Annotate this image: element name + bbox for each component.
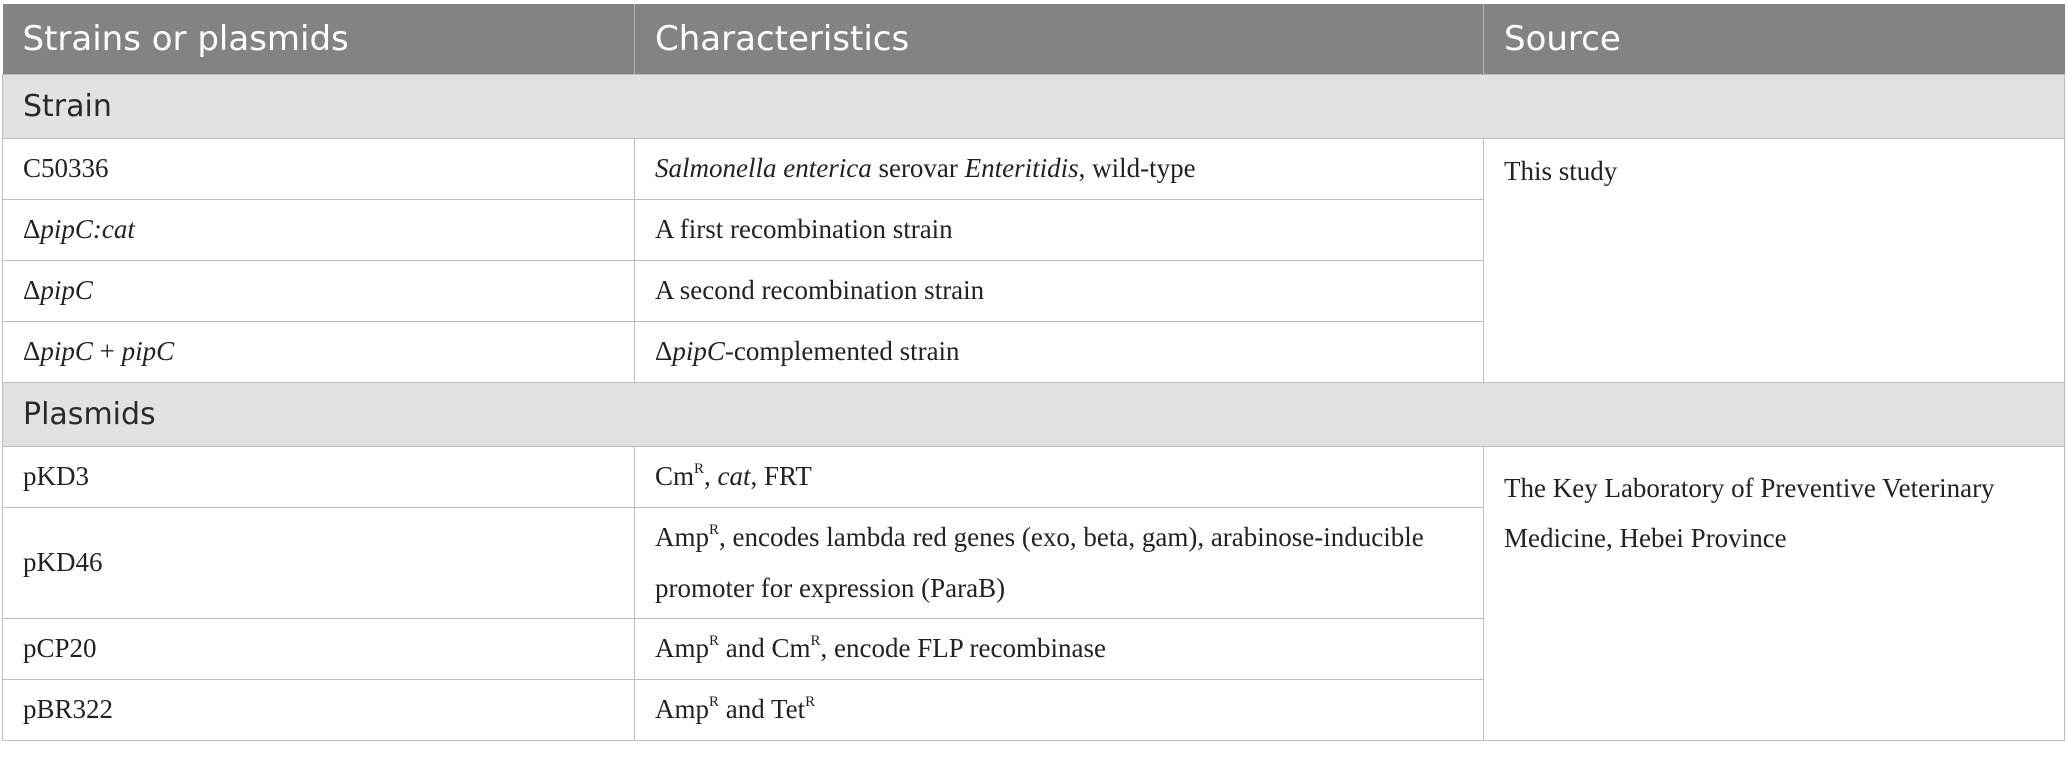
- plasmid-name-cell: pKD3: [3, 446, 635, 507]
- char-text: , wild-type: [1078, 153, 1196, 183]
- characteristics-cell: [635, 446, 1484, 507]
- header-characteristics: Characteristics: [635, 4, 1484, 74]
- source-cell-strain: This study: [1484, 138, 2065, 382]
- strain-name-cell: [3, 260, 635, 321]
- species-name: Salmonella enterica: [655, 153, 872, 183]
- characteristics-cell: [635, 321, 1484, 382]
- char-text: and Tet: [719, 694, 806, 724]
- char-text: , FRT: [750, 461, 812, 491]
- characteristics-cell: A first recombination strain: [635, 199, 1484, 260]
- strain-name: pipC: [40, 336, 93, 366]
- char-text: serovar: [871, 153, 965, 183]
- char-text: Amp: [655, 521, 709, 552]
- char-text: Amp: [655, 694, 709, 724]
- strain-name: pipC: [40, 275, 93, 305]
- delta-symbol: Δ: [23, 214, 41, 244]
- char-text: , encode FLP recombinase: [820, 633, 1106, 663]
- char-text: -complemented strain: [724, 336, 960, 366]
- section-title-plasmids: Plasmids: [3, 382, 2065, 446]
- gene-name: pipC: [121, 336, 175, 366]
- resistance-superscript: R: [709, 521, 720, 538]
- delta-symbol: Δ: [23, 336, 41, 366]
- resistance-superscript: R: [805, 694, 816, 710]
- serovar-name: Enteritidis: [964, 153, 1079, 183]
- char-text: , encodes lambda red genes (exo, beta, gam), arabinose-inducible promoter for expression (ParaB): [655, 521, 1424, 603]
- characteristics-cell: [635, 679, 1484, 740]
- section-row-plasmids: [3, 382, 2065, 446]
- char-text: ,: [704, 461, 718, 491]
- char-text: Amp: [655, 633, 709, 663]
- strain-name-cell: [3, 138, 635, 199]
- resistance-superscript: R: [810, 633, 821, 649]
- plasmid-name-cell: pBR322: [3, 679, 635, 740]
- characteristics-cell: [635, 138, 1484, 199]
- strain-name-cell: [3, 321, 635, 382]
- source-cell-plasmids: The Key Laboratory of Preventive Veterinary Medicine, Hebei Province: [1484, 446, 2065, 740]
- characteristics-cell: A second recombination strain: [635, 260, 1484, 321]
- resistance-superscript: R: [694, 461, 705, 477]
- resistance-superscript: R: [709, 694, 720, 710]
- header-row: [3, 4, 2065, 74]
- table-row: [3, 446, 2065, 507]
- header-strains-or-plasmids: Strains or plasmids: [3, 4, 635, 74]
- table-row: [3, 138, 2065, 199]
- strain-name: C50336: [23, 153, 109, 183]
- characteristics-cell: [635, 507, 1484, 618]
- resistance-superscript: R: [709, 633, 720, 649]
- characteristics-cell: [635, 618, 1484, 679]
- gene-name: cat: [717, 461, 751, 491]
- section-title-strain: Strain: [3, 74, 2065, 138]
- gene-name: pipC: [672, 336, 725, 366]
- strains-plasmids-table: [2, 4, 2065, 741]
- delta-symbol: Δ: [23, 275, 41, 305]
- section-row-strain: [3, 74, 2065, 138]
- plasmid-name-cell: pKD46: [3, 507, 635, 618]
- plus-text: +: [92, 336, 122, 366]
- delta-symbol: Δ: [655, 336, 673, 366]
- char-text: Cm: [655, 461, 695, 491]
- header-source: Source: [1484, 4, 2065, 74]
- plasmid-name-cell: pCP20: [3, 618, 635, 679]
- strain-name: pipC:cat: [40, 214, 135, 244]
- char-text: and Cm: [719, 633, 811, 663]
- strain-name-cell: [3, 199, 635, 260]
